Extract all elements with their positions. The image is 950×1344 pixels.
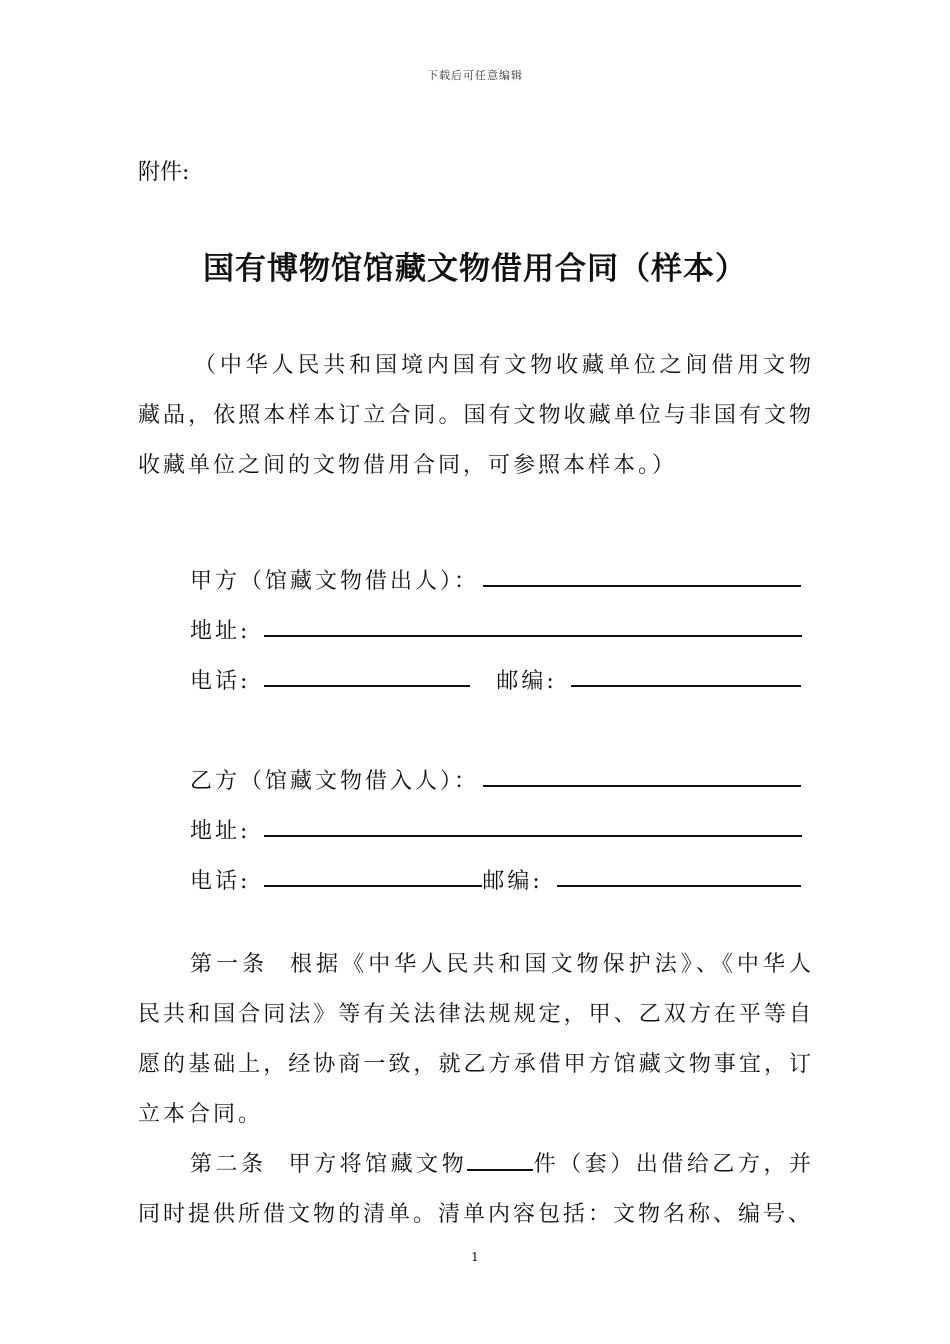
party-a-section xyxy=(190,545,815,695)
party-a-address-blank[interactable] xyxy=(264,605,802,637)
party-a-name-blank[interactable] xyxy=(483,555,801,587)
party-a-postcode-label: 邮编: xyxy=(496,669,557,694)
party-a-contact-row xyxy=(190,645,815,695)
party-a-address-row xyxy=(190,595,815,645)
party-b-section xyxy=(190,745,815,895)
party-a-postcode-blank[interactable] xyxy=(571,655,801,687)
party-a-phone-label: 电话: xyxy=(190,669,251,694)
article-two-heading: 第二条 xyxy=(190,1152,267,1177)
party-b-postcode-blank[interactable] xyxy=(557,855,801,887)
page-header-note: 下载后可任意编辑 xyxy=(427,69,523,82)
article-two-text-before: 甲方将馆藏文物 xyxy=(288,1152,468,1177)
attachment-label: 附件: xyxy=(138,160,190,185)
party-b-address-row xyxy=(190,795,815,845)
party-a-address-label: 地址: xyxy=(190,619,251,644)
document-title: 国有博物馆馆藏文物借用合同（样本） xyxy=(203,251,747,287)
preamble-note: （中华人民共和国境内国有文物收藏单位之间借用文物藏品，依照本样本订立合同。国有文物收藏单位与非国有文物收藏单位之间的文物借用合同，可参照本样本。） xyxy=(138,353,814,478)
article-one xyxy=(138,940,814,1140)
page-number: 1 xyxy=(471,1250,479,1264)
article-one-text: 根据《中华人民共和国文物保护法》、《中华人民共和国合同法》等有关法律法规规定，甲、乙双方在平等自愿的基础上，经协商一致，就乙方承借甲方馆藏文物事宜，订立本合同。 xyxy=(138,952,814,1127)
party-a-phone-blank[interactable] xyxy=(264,655,470,687)
party-a-name-row xyxy=(190,545,815,595)
party-b-name-blank[interactable] xyxy=(483,755,801,787)
party-b-phone-label: 电话: xyxy=(190,869,251,894)
article-two-quantity-blank[interactable] xyxy=(467,1147,533,1171)
party-b-phone-blank[interactable] xyxy=(264,855,482,887)
party-b-postcode-label: 邮编: xyxy=(482,869,543,894)
party-a-name-label: 甲方（馆藏文物借出人）： xyxy=(190,569,480,594)
party-b-address-blank[interactable] xyxy=(264,805,802,837)
party-b-name-row xyxy=(190,745,815,795)
party-b-name-label: 乙方（馆藏文物借入人）： xyxy=(190,769,480,794)
article-two-text-after: 件（套）出借给乙方，并同时提供所借文物的清单。清单内容包括：文物名称、编号、 xyxy=(138,1152,814,1227)
article-two xyxy=(138,1140,814,1240)
party-b-contact-row xyxy=(190,845,815,895)
party-b-address-label: 地址: xyxy=(190,819,251,844)
article-one-heading: 第一条 xyxy=(190,952,269,977)
